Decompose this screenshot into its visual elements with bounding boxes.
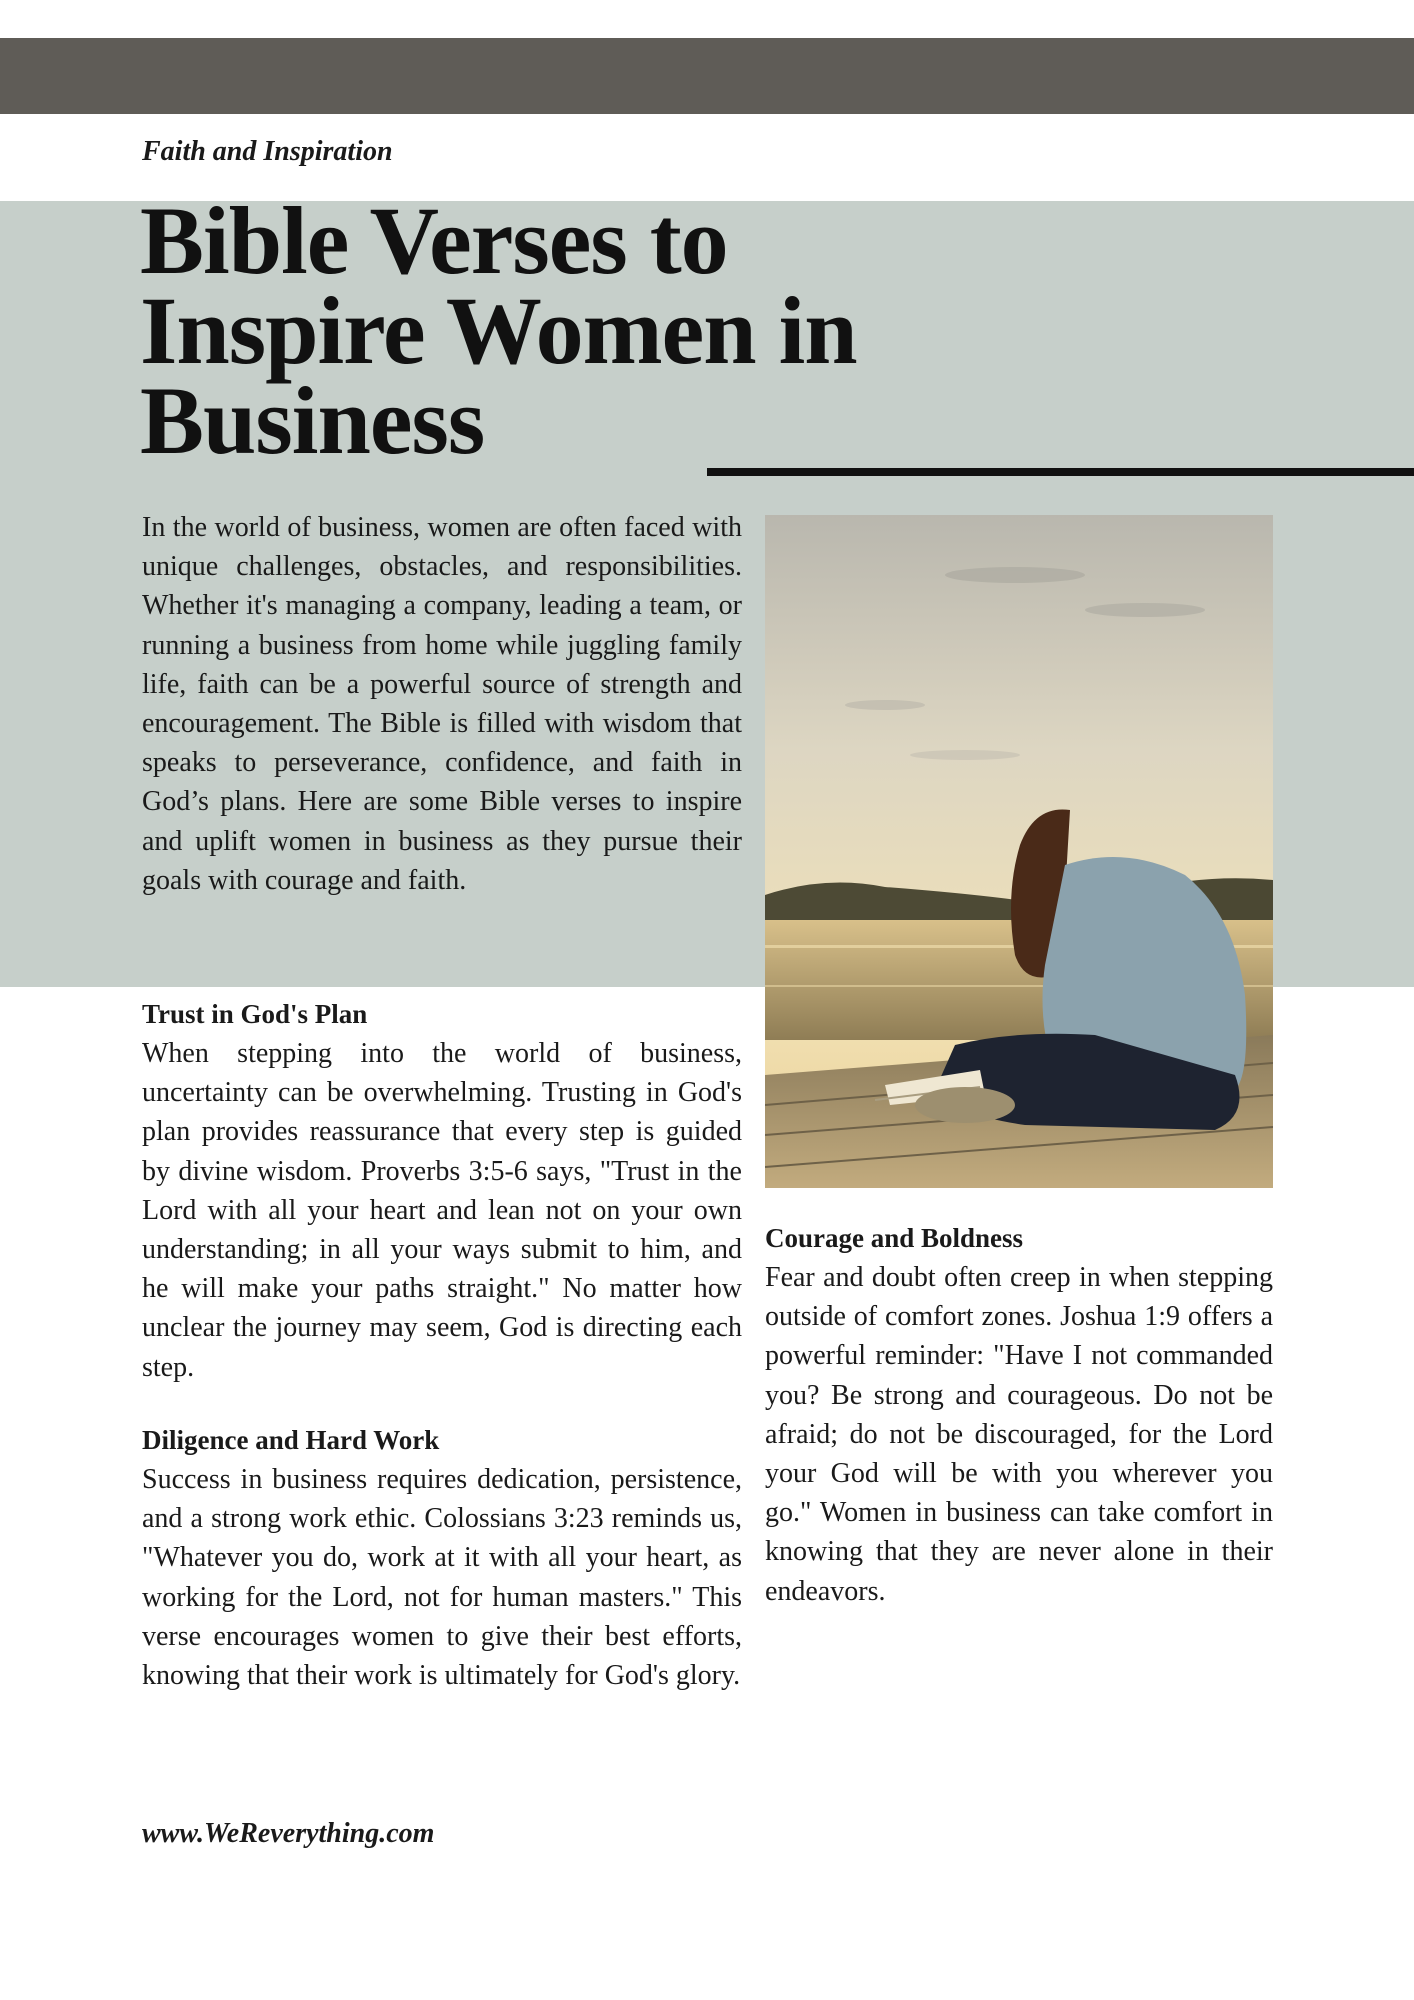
section-courage [765, 1220, 1273, 1611]
section-body: When stepping into the world of business, uncertainty can be overwhelming. Trusting in God's plan provides reassurance that every step is guided by divine wisdom. Proverbs 3:5-6 says, "Trust in the Lord with all your heart and lean not on your own understanding; in all your ways submit to him, and he will make your paths straight." No matter how unclear the journey may seem, God is directing each step. [142, 1038, 742, 1383]
page-title [140, 187, 940, 474]
title-line-2: Inspire Women in [140, 277, 857, 384]
intro-paragraph: In the world of business, women are often faced with unique challenges, obstacles, and responsibilities. Whether it's managing a company, leading a team, or running a business from home while juggling family life, faith can be a powerful source of strength and encouragement. The Bible is filled with wisdom that speaks to perseverance, confidence, and faith in God’s plans. Here are some Bible verses to inspire and uplift women in business as they pursue their goals with courage and faith. [142, 512, 742, 896]
section-heading: Trust in God's Plan [142, 999, 368, 1029]
top-bar [0, 38, 1414, 114]
title-line-1: Bible Verses to [140, 187, 728, 294]
title-line-3: Business [140, 367, 485, 474]
section-trust [142, 996, 742, 1387]
article-photo [765, 515, 1273, 1188]
section-body: Success in business requires dedication, persistence, and a strong work ethic. Colossians 3:23 reminds us, "Whatever you do, work at it with all your heart, as working for the Lord, not for human masters." This verse encourages women to give their best efforts, knowing that their work is ultimately for God's glory. [142, 1464, 742, 1692]
section-body: Fear and doubt often creep in when stepping outside of comfort zones. Joshua 1:9 offers a powerful reminder: "Have I not commanded you? Be strong and courageous. Do not be afraid; do not be discouraged, for the Lord your God will be with you wherever you go." Women in business can take comfort in knowing that they are never alone in their endeavors. [765, 1262, 1273, 1607]
footer-website-link[interactable]: www.WeReverything.com [142, 1818, 435, 1849]
section-diligence [142, 1422, 742, 1695]
section-heading: Courage and Boldness [765, 1223, 1024, 1253]
woman-reading-bible-on-dock-image [765, 515, 1273, 1188]
category-label: Faith and Inspiration [142, 136, 393, 167]
section-heading: Diligence and Hard Work [142, 1425, 440, 1455]
title-underline-rule [707, 468, 1414, 476]
